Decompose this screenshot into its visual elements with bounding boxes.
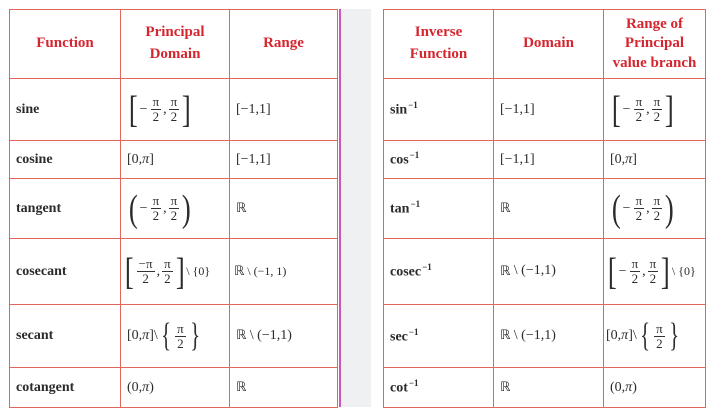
range-cell: ( − $\frac{\pi}{2}$ , $\frac{\pi}{2}$ ) xyxy=(604,179,706,239)
domain-cell: [ 0 , π ] xyxy=(121,141,230,179)
table-row xyxy=(10,141,338,179)
range-cell: [ − $\frac{\pi}{2}$ , $\frac{\pi}{2}$ ] xyxy=(604,79,706,141)
domain-cell: [−1,1] xyxy=(494,79,604,141)
table-row xyxy=(384,79,706,141)
header-principal-domain: Principal Domain xyxy=(121,10,230,79)
domain-cell: [ 0 , π ]\ { $\frac{\pi}{2}$ } xyxy=(121,305,230,368)
inverse-function-name: $\cot^{-1}$ xyxy=(384,368,494,408)
function-name: cosecant xyxy=(10,239,121,305)
domain-cell: ℝ xyxy=(494,179,604,239)
range-cell: ℝ xyxy=(230,368,338,408)
range-cell: [−1,1] xyxy=(230,141,338,179)
table-row xyxy=(384,141,706,179)
function-name: tangent xyxy=(10,179,121,239)
inverse-trig-function-table xyxy=(383,9,706,408)
header-domain: Domain xyxy=(494,10,604,79)
header-inverse-function: Inverse Function xyxy=(384,10,494,79)
range-cell: [ 0 , π ]\ { $\frac{\pi}{2}$ } xyxy=(604,305,706,368)
range-cell: [−1,1] xyxy=(230,79,338,141)
range-cell: ℝ xyxy=(230,179,338,239)
column-divider xyxy=(339,9,341,407)
header-function: Function xyxy=(10,10,121,79)
table-row xyxy=(10,179,338,239)
domain-cell: ( − $\frac{\pi}{2}$ , $\frac{\pi}{2}$ ) xyxy=(121,179,230,239)
function-name: cosine xyxy=(10,141,121,179)
table-row xyxy=(384,239,706,305)
domain-cell: ℝ \ (−1,1) xyxy=(494,305,604,368)
function-name: sine xyxy=(10,79,121,141)
domain-cell: [−1,1] xyxy=(494,141,604,179)
header-range: Range xyxy=(230,10,338,79)
function-name: cotangent xyxy=(10,368,121,408)
inverse-function-name: $\tan^{-1}$ xyxy=(384,179,494,239)
range-cell: ℝ \ (−1,1) xyxy=(230,305,338,368)
range-cell: [ 0 , π ] xyxy=(604,141,706,179)
table-row xyxy=(10,305,338,368)
table-row xyxy=(384,305,706,368)
table-row xyxy=(10,79,338,141)
table-row xyxy=(384,179,706,239)
table-row xyxy=(10,239,338,305)
table-row xyxy=(384,368,706,408)
header-row xyxy=(10,10,338,79)
domain-cell: ℝ \ (−1,1) xyxy=(494,239,604,305)
header-row xyxy=(384,10,706,79)
inverse-function-name: $\sec^{-1}$ xyxy=(384,305,494,368)
center-gutter xyxy=(341,9,371,407)
range-cell: [ − $\frac{\pi}{2}$ , $\frac{\pi}{2}$ ] \ {0} xyxy=(604,239,706,305)
domain-cell: ℝ xyxy=(494,368,604,408)
inverse-function-name: $\sin^{-1}$ xyxy=(384,79,494,141)
domain-cell: [ $\frac{-\pi}{2}$ , $\frac{\pi}{2}$ ] \ {0} xyxy=(121,239,230,305)
range-cell: ℝ \ (−1, 1) xyxy=(230,239,338,305)
range-cell: ( 0 , π ) xyxy=(604,368,706,408)
header-principal-range: Range of Principal value branch xyxy=(604,10,706,79)
domain-cell: [ − $\frac{\pi}{2}$ , $\frac{\pi}{2}$ ] xyxy=(121,79,230,141)
inverse-function-name: $\cos^{-1}$ xyxy=(384,141,494,179)
table-row xyxy=(10,368,338,408)
trig-function-table xyxy=(9,9,338,408)
inverse-function-name: cosec$^{-1}$ xyxy=(384,239,494,305)
function-name: secant xyxy=(10,305,121,368)
domain-cell: ( 0 , π ) xyxy=(121,368,230,408)
